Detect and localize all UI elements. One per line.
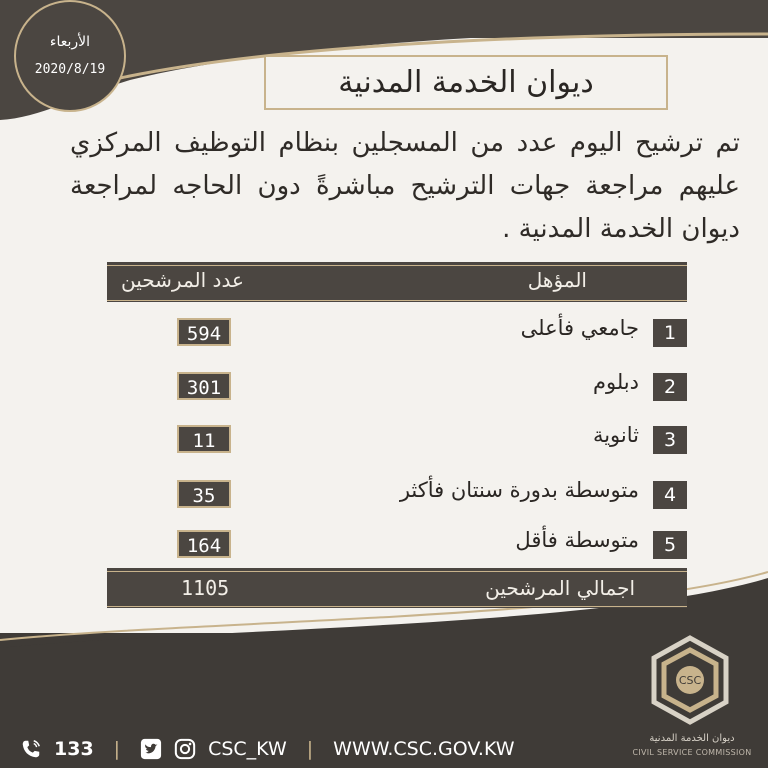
table-row — [107, 370, 687, 404]
table-row — [107, 423, 687, 457]
website-link[interactable]: WWW.CSC.GOV.KW — [333, 738, 515, 760]
instagram-icon[interactable] — [174, 738, 196, 760]
row-number: 1 — [653, 319, 687, 347]
table-row — [107, 528, 687, 562]
logo-name-ar: ديوان الخدمة المدنية — [649, 733, 735, 744]
csc-logo-icon — [640, 630, 740, 730]
total-value: 1105 — [181, 576, 230, 600]
logo-mark-text: CSC — [678, 674, 702, 687]
intro-text: تم ترشيح اليوم عدد من المسجلين بنظام التوظيف المركزي عليهم مراجعة جهات الترشيح مباشرةً دون الحاجه لمراجعة ديوان الخدمة المدنية . — [70, 128, 740, 244]
header-count: عدد المرشحين — [121, 268, 244, 292]
row-label: دبلوم — [593, 370, 639, 394]
table-row — [107, 316, 687, 350]
row-label: ثانوية — [592, 423, 639, 447]
phone-icon — [20, 738, 42, 760]
row-label: متوسطة بدورة سنتان فأكثر — [399, 478, 639, 502]
date-day: الأربعاء — [49, 34, 91, 50]
footer-contact — [20, 736, 515, 762]
row-value: 594 — [177, 318, 231, 346]
row-label: جامعي فأعلى — [520, 316, 639, 340]
row-value: 164 — [177, 530, 231, 558]
phone-number[interactable]: 133 — [54, 738, 94, 760]
date-badge — [14, 0, 126, 112]
row-number: 2 — [653, 373, 687, 401]
header-qualification: المؤهل — [527, 268, 587, 292]
row-value: 301 — [177, 372, 231, 400]
row-value: 11 — [177, 425, 231, 453]
row-number: 4 — [653, 481, 687, 509]
page-title: ديوان الخدمة المدنية — [264, 55, 668, 110]
table-total-row — [107, 568, 687, 608]
table-row — [107, 478, 687, 512]
row-number: 5 — [653, 531, 687, 559]
footer-divider: | — [306, 738, 314, 760]
twitter-icon[interactable] — [140, 738, 162, 760]
logo-name-en: CIVIL SERVICE COMMISSION — [632, 748, 752, 757]
table-header — [107, 262, 687, 302]
social-handle[interactable]: CSC_KW — [208, 738, 287, 760]
total-label: اجمالي المرشحين — [485, 576, 635, 600]
row-value: 35 — [177, 480, 231, 508]
row-number: 3 — [653, 426, 687, 454]
footer-divider: | — [113, 738, 121, 760]
date-value: 2020/8/19 — [34, 62, 106, 77]
row-label: متوسطة فأقل — [515, 528, 639, 552]
